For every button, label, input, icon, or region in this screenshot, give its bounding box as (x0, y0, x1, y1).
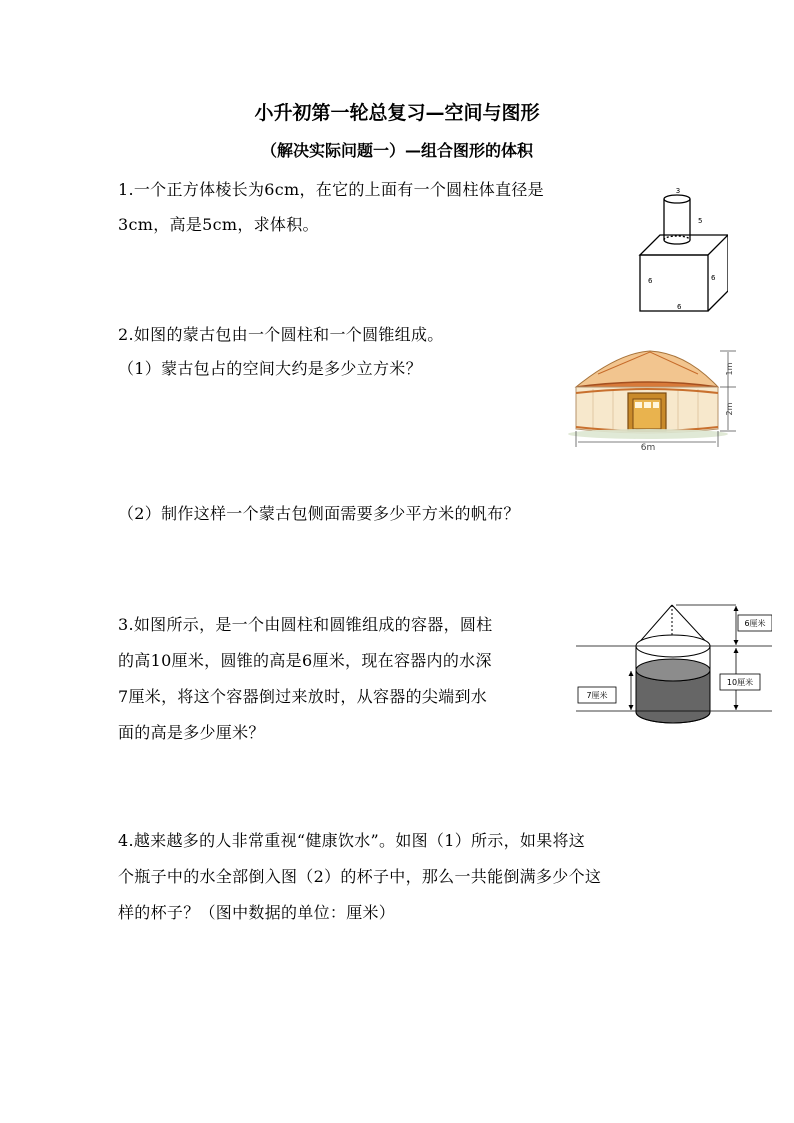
q3-line-4: 面的高是多少厘米？ (118, 723, 265, 742)
yurt-wall-height-label: 2m (725, 402, 734, 416)
q3-line-2: 的高10厘米，圆锥的高是6厘米，现在容器内的水深 (118, 651, 492, 670)
q4-line-2: 个瓶子中的水全部倒入图（2）的杯子中，那么一共能倒满多少个这 (118, 867, 602, 886)
page-title: 小升初第一轮总复习—空间与图形 (254, 102, 540, 124)
q2-part-2: （2）制作这样一个蒙古包侧面需要多少平方米的帆布？ (118, 504, 520, 523)
q1-bottom-label: 6 (677, 303, 682, 311)
yurt-roof-height-label: 1m (725, 362, 734, 376)
q1-left-label: 6 (648, 277, 653, 285)
cylinder-height-label: 10厘米 (726, 678, 754, 687)
q1-line-2: 3cm，高是5cm，求体积。 (118, 215, 319, 234)
yurt-figure (568, 349, 738, 451)
cone-height-label: 6厘米 (744, 619, 766, 628)
yurt-width-label: 6m (640, 443, 656, 451)
q3-line-1: 3.如图所示，是一个由圆柱和圆锥组成的容器，圆柱 (118, 615, 493, 634)
q2-part-1: （1）蒙古包占的空间大约是多少立方米？ (118, 359, 422, 378)
q2-intro: 2.如图的蒙古包由一个圆柱和一个圆锥组成。 (118, 325, 444, 344)
q4-line-1: 4.越来越多的人非常重视“健康饮水”。如图（1）所示，如果将这 (118, 831, 586, 850)
water-depth-label: 7厘米 (586, 691, 608, 700)
q1-right-label: 6 (711, 274, 716, 282)
page-subtitle: （解决实际问题一）—组合图形的体积 (260, 141, 533, 160)
q4-line-3: 样的杯子？（图中数据的单位：厘米） (118, 903, 396, 922)
q1-height-label: 5 (698, 217, 703, 225)
q3-line-3: 7厘米，将这个容器倒过来放时，从容器的尖端到水 (118, 687, 488, 706)
cube-cylinder-figure (628, 183, 728, 315)
q1-diameter-label: 3 (675, 187, 681, 195)
q1-line-1: 1.一个正方体棱长为6cm，在它的上面有一个圆柱体直径是 (118, 180, 544, 199)
container-figure (576, 600, 772, 726)
